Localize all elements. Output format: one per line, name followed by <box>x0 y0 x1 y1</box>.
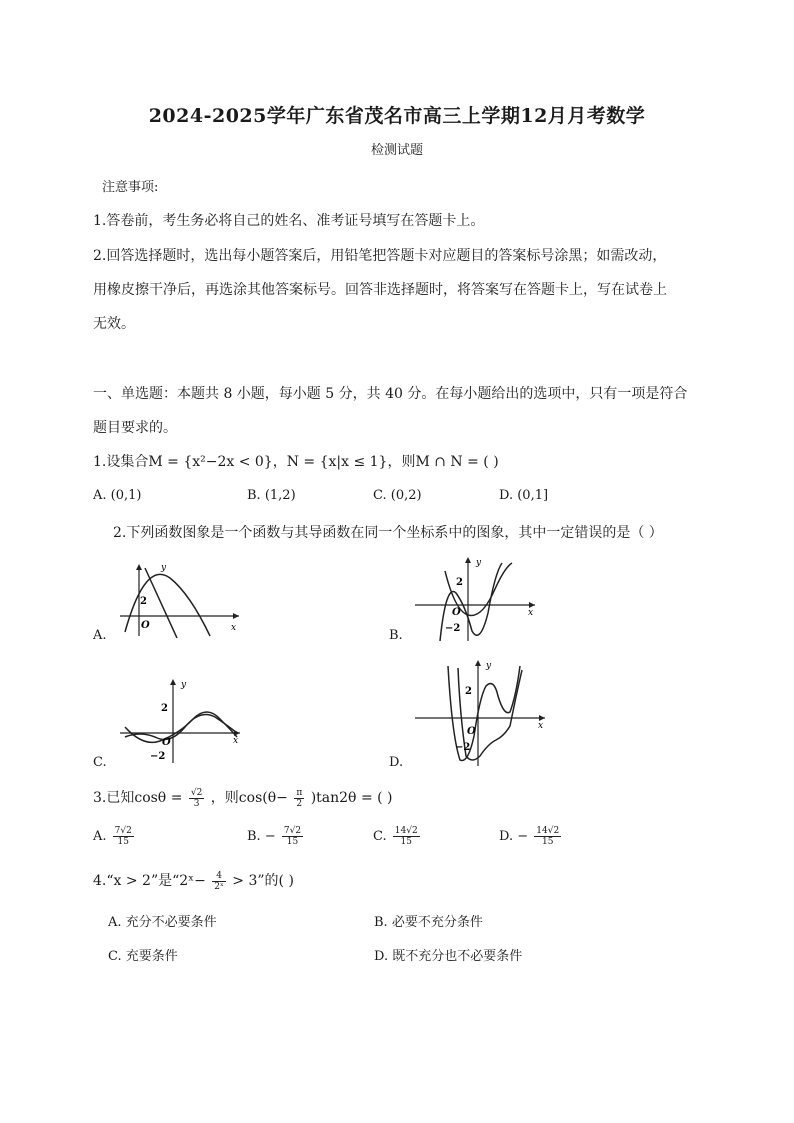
notice-item-2-line-3: 无效。 <box>93 316 135 332</box>
q3-option-d-den: 15 <box>542 837 554 847</box>
q4-option-d: D. 既不充分也不必要条件 <box>374 949 523 964</box>
q2-graph-c <box>115 675 245 765</box>
graph-a-tick-2: 2 <box>140 596 147 607</box>
q3-option-c-label: C. <box>373 829 387 844</box>
q3-stem-mid: ，则cos(θ− <box>210 790 288 806</box>
section-heading-line-2: 题目要求的。 <box>93 420 177 436</box>
section-heading-line-1: 一、单选题：本题共 8 小题，每小题 5 分，共 40 分。在每小题给出的选项中，只有一项是符合 <box>93 386 688 402</box>
q1-option-c: C. (0,2) <box>373 488 422 503</box>
q3-option-d-label: D. <box>499 829 514 844</box>
q2-graph-b <box>410 553 540 643</box>
notice-item-1: 1.答卷前，考生务必将自己的姓名、准考证号填写在答题卡上。 <box>93 213 485 229</box>
q1-option-a: A. (0,1) <box>93 488 142 503</box>
q3-pi-fraction <box>294 788 304 809</box>
q3-option-c-num: 14√2 <box>394 826 418 836</box>
q2-stem: 2.下列函数图象是一个函数与其导函数在同一个坐标系中的图象，其中一定错误的是（ ） <box>113 525 663 541</box>
q3-stem-suffix: )tan2θ = ( ) <box>310 790 393 806</box>
graph-b-origin: O <box>452 607 461 618</box>
graph-b-x-label: x <box>528 608 534 618</box>
q4-stem <box>93 870 294 892</box>
q4-option-a: A. 充分不必要条件 <box>108 915 217 930</box>
q2-label-b: B. <box>389 628 403 643</box>
q1-option-b: B. (1,2) <box>247 488 296 503</box>
graph-d-tick-neg2: −2 <box>455 742 471 753</box>
graph-a-origin: O <box>141 620 150 631</box>
graph-d-origin: O <box>467 726 476 737</box>
notice-heading: 注意事项: <box>102 180 159 195</box>
graph-b-y-label: y <box>476 558 482 568</box>
q3-option-a <box>93 826 136 847</box>
q3-pi-num: π <box>296 787 303 798</box>
graph-c-origin: O <box>162 737 171 748</box>
q3-option-c <box>373 826 422 847</box>
graph-d-tick-2: 2 <box>465 686 472 697</box>
q3-option-d-sign: − <box>517 829 529 844</box>
q3-option-b-label: B. <box>247 829 261 844</box>
q2-graph-d <box>410 656 550 768</box>
q2-graph-a <box>115 560 245 640</box>
q3-stem-prefix: 3.已知cosθ = <box>93 790 187 806</box>
graph-b-tick-2: 2 <box>456 577 463 588</box>
q4-option-b: B. 必要不充分条件 <box>374 915 483 930</box>
graph-b-tick-neg2: −2 <box>445 623 461 634</box>
q3-option-b <box>247 826 305 847</box>
q4-frac-den: 2ˣ <box>214 881 224 892</box>
q3-option-d <box>499 826 563 847</box>
q2-label-d: D. <box>389 755 404 770</box>
q4-fraction <box>212 871 226 892</box>
graph-c-tick-neg2: −2 <box>150 751 166 762</box>
q2-label-c: C. <box>93 755 107 770</box>
q3-cos-fraction <box>189 788 204 809</box>
exam-subtitle: 检测试题 <box>370 143 423 158</box>
graph-a-y-label: y <box>161 563 167 573</box>
q2-label-a: A. <box>93 628 107 643</box>
q4-stem-prefix: 4.“x > 2”是“2ˣ− <box>93 873 206 889</box>
q1-option-d: D. (0,1] <box>499 488 549 503</box>
q3-option-a-label: A. <box>93 829 107 844</box>
q4-option-c: C. 充要条件 <box>108 949 178 964</box>
graph-c-tick-2: 2 <box>161 703 168 714</box>
exam-title: 2024-2025学年广东省茂名市高三上学期12月月考数学 <box>148 105 646 127</box>
q3-pi-den: 2 <box>296 798 303 809</box>
q3-cos-den: 3 <box>193 798 200 809</box>
graph-d-y-label: y <box>486 661 492 671</box>
q3-option-a-den: 15 <box>117 837 129 847</box>
q1-stem: 1.设集合M = {x²−2x < 0}，N = {x|x ≤ 1}，则M ∩ N = ( ) <box>93 454 499 470</box>
q3-option-b-num: 7√2 <box>283 826 302 836</box>
notice-item-2-line-1: 2.回答选择题时，选出每小题答案后，用铅笔把答题卡对应题目的答案标号涂黑；如需改动， <box>93 248 667 264</box>
q3-stem <box>93 787 393 809</box>
graph-a-x-label: x <box>231 623 237 633</box>
graph-c-x-label: x <box>233 736 239 746</box>
q3-option-b-den: 15 <box>286 837 299 847</box>
q3-option-a-num: 7√2 <box>114 826 132 836</box>
q3-cos-num: √2 <box>190 787 203 798</box>
graph-d-x-label: x <box>538 721 544 731</box>
q3-option-b-sign: − <box>264 829 276 844</box>
q4-stem-suffix: > 3”的( ) <box>232 873 294 889</box>
q4-frac-num: 4 <box>212 871 226 882</box>
q3-option-d-num: 14√2 <box>536 826 560 836</box>
q3-option-c-den: 15 <box>400 837 412 847</box>
graph-c-y-label: y <box>181 680 187 690</box>
notice-item-2-line-2: 用橡皮擦干净后，再选涂其他答案标号。回答非选择题时，将答案写在答题卡上，写在试卷上 <box>93 282 667 298</box>
